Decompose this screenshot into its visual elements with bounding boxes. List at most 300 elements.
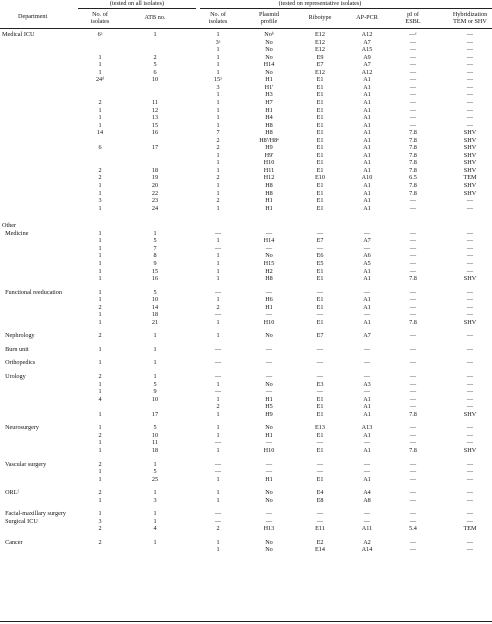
ribo-cell: E1: [316, 318, 324, 326]
hyb-cell: —: [466, 468, 474, 476]
ap-cell: A14: [361, 546, 373, 554]
atb-cell: 4: [153, 525, 157, 533]
n2-cell: 1: [216, 431, 220, 439]
n1-cell: 2: [98, 525, 102, 533]
atb-cell: 1: [153, 229, 157, 237]
ap-cell: —: [363, 460, 371, 468]
n2-cell: 1: [216, 259, 220, 267]
plasmid-cell: H1: [265, 204, 273, 212]
ribo-cell: E1: [316, 151, 324, 159]
pi-cell: —: [409, 61, 417, 69]
hyb-cell: —: [466, 510, 474, 518]
atb-cell: 16: [151, 275, 159, 283]
plasmid-cell: No: [265, 332, 273, 340]
ribo-cell: E1: [316, 159, 324, 167]
atb-cell: 5: [153, 468, 157, 476]
n1-cell: 1: [98, 267, 102, 275]
pi-cell: 7.8: [409, 318, 417, 326]
atb-cell: 18: [151, 311, 159, 319]
n1-cell: 1: [98, 121, 102, 129]
hyb-cell: —: [466, 244, 474, 252]
n2-cell: —: [214, 373, 222, 380]
atb-cell: 10: [151, 76, 159, 84]
atb-cell: 10: [151, 296, 159, 304]
ribo-cell: E1: [316, 182, 324, 189]
plasmid-cell: H15: [263, 259, 275, 267]
ap-cell: A1: [363, 267, 371, 275]
hyb-cell: SHV: [463, 151, 477, 159]
hyb-cell: SHV: [463, 144, 477, 152]
n2-cell: 2: [216, 197, 220, 205]
n2-cell: 1: [216, 182, 220, 189]
plasmid-cell: H7: [265, 98, 273, 106]
ribo-cell: E1: [316, 446, 324, 454]
pi-cell: —: [409, 106, 417, 114]
n1-cell: 1: [98, 345, 102, 353]
header-no-isolates-2b: isolates: [208, 18, 228, 25]
pi-cell: —: [409, 311, 417, 319]
n2-cell: 1: [216, 252, 220, 260]
n2-cell: 1: [216, 410, 220, 418]
pi-cell: 7.8: [409, 410, 417, 418]
ribo-cell: —: [316, 439, 324, 447]
pi-cell: —ᶜ: [409, 31, 417, 38]
pi-cell: —: [409, 244, 417, 252]
n2-cell: 2: [216, 136, 220, 144]
pi-cell: —: [409, 489, 417, 497]
ribo-cell: E11: [315, 525, 325, 533]
pi-cell: —: [409, 46, 417, 54]
n2-cell: 1: [216, 204, 220, 212]
ap-cell: A12: [361, 68, 373, 76]
n1-cell: 2: [98, 98, 102, 106]
n1-cell: 1: [98, 439, 102, 447]
atb-cell: 1: [153, 489, 157, 497]
plasmid-cell: No: [265, 496, 273, 504]
hyb-cell: SHV: [463, 159, 477, 167]
pi-cell: —: [409, 373, 417, 380]
n2-cell: 2: [216, 144, 220, 152]
hyb-cell: —: [466, 439, 474, 447]
ap-cell: A1: [363, 431, 371, 439]
ap-cell: A7: [363, 61, 371, 69]
hyb-cell: —: [466, 197, 474, 205]
dept-cell: Nephrology: [2, 332, 35, 340]
pi-cell: —: [409, 83, 417, 91]
hyb-cell: —: [466, 46, 474, 54]
plasmid-cell: No: [265, 424, 273, 432]
n2-cell: 2: [216, 525, 220, 533]
hyb-cell: —: [466, 359, 474, 367]
ap-cell: A1: [363, 121, 371, 129]
ribo-cell: E1: [316, 144, 324, 152]
n2-cell: 1: [216, 98, 220, 106]
hyb-cell: —: [466, 237, 474, 245]
atb-cell: 1: [153, 31, 157, 38]
n2-cell: —: [214, 288, 222, 296]
dept-cell: Facial-maxillary surgery: [2, 510, 66, 518]
ap-cell: —: [363, 229, 371, 237]
ap-cell: A1: [363, 395, 371, 403]
plasmid-cell: H8: [265, 129, 273, 137]
plasmid-cell: H1: [265, 395, 273, 403]
ap-cell: —: [363, 311, 371, 319]
ap-cell: A1: [363, 204, 371, 212]
ribo-cell: E7: [316, 332, 324, 340]
n1-cell: 6ᵃ: [97, 31, 103, 38]
n2-cell: 1: [216, 166, 220, 174]
pi-cell: —: [409, 288, 417, 296]
ap-cell: A1: [363, 136, 371, 144]
n2-cell: —: [214, 311, 222, 319]
n2-cell: 15ᵃ: [214, 76, 222, 84]
hyb-cell: TEM: [463, 525, 477, 533]
n1-cell: 1: [98, 496, 102, 504]
pi-cell: 7.8: [409, 151, 417, 159]
pi-cell: —: [409, 424, 417, 432]
n2-cell: 1: [216, 538, 220, 546]
ribo-cell: E1: [316, 204, 324, 212]
plasmid-cell: —: [265, 517, 273, 525]
atb-cell: 3: [153, 496, 157, 504]
ribo-cell: —: [316, 468, 324, 476]
ap-cell: A13: [361, 424, 373, 432]
hyb-cell: SHV: [463, 318, 477, 326]
hyb-cell: —: [466, 475, 474, 483]
pi-cell: 7.8: [409, 166, 417, 174]
ap-cell: A12: [361, 31, 373, 38]
ap-cell: A3: [363, 380, 371, 388]
dept-cell: Surgical ICU: [2, 517, 38, 525]
ribo-cell: E1: [316, 106, 324, 114]
atb-cell: 13: [151, 114, 159, 122]
n2-cell: 1: [216, 380, 220, 388]
pi-cell: —: [409, 68, 417, 76]
pi-cell: —: [409, 229, 417, 237]
plasmid-cell: H14: [263, 61, 275, 69]
ribo-cell: —: [316, 517, 324, 525]
header-hyb-b: TEM or SHV: [453, 18, 487, 25]
atb-cell: 5: [153, 61, 157, 69]
plasmid-cell: —: [265, 373, 273, 380]
plasmid-cell: —: [265, 311, 273, 319]
hyb-cell: —: [466, 68, 474, 76]
n2-cell: 7: [216, 129, 220, 137]
plasmid-cell: No: [265, 252, 273, 260]
ribo-cell: E1: [316, 76, 324, 84]
plasmid-cell: No: [265, 38, 273, 46]
hyb-cell: —: [466, 288, 474, 296]
hyb-cell: —: [466, 91, 474, 99]
n2-cell: —: [214, 345, 222, 353]
ribo-cell: —: [316, 229, 324, 237]
plasmid-cell: —: [265, 244, 273, 252]
n1-cell: 1: [98, 296, 102, 304]
n1-cell: 1: [98, 244, 102, 252]
hyb-cell: SHV: [463, 189, 477, 197]
atb-cell: 1: [153, 517, 157, 525]
plasmid-cell: H8: [265, 189, 273, 197]
atb-cell: 1: [153, 332, 157, 340]
n2-cell: 3: [216, 83, 220, 91]
pi-cell: —: [409, 517, 417, 525]
n2-cell: —: [214, 388, 222, 396]
hyb-cell: —: [466, 311, 474, 319]
hyb-cell: —: [466, 517, 474, 525]
header-pi-b: ESBL: [405, 18, 421, 25]
ribo-cell: E12: [315, 38, 325, 46]
n1-cell: 1: [98, 53, 102, 61]
ribo-cell: E10: [315, 174, 325, 182]
ribo-cell: E1: [316, 403, 324, 411]
dept-cell: Vascular surgery: [2, 460, 47, 468]
n1-cell: 1: [98, 359, 102, 367]
plasmid-cell: H8: [265, 275, 273, 283]
hyb-cell: —: [466, 431, 474, 439]
plasmid-cell: H8'/H8ᵉ: [259, 136, 279, 144]
atb-cell: 15: [151, 267, 159, 275]
pi-cell: 7.8: [409, 144, 417, 152]
n1-cell: 2: [98, 431, 102, 439]
plasmid-cell: No: [265, 489, 273, 497]
ribo-cell: —: [316, 460, 324, 468]
ribo-cell: E1: [316, 91, 324, 99]
header-department: Department: [18, 13, 48, 20]
plasmid-cell: H10: [263, 159, 275, 167]
ap-cell: A1: [363, 410, 371, 418]
plasmid-cell: Noᵇ: [264, 31, 274, 38]
plasmid-cell: H14: [263, 237, 275, 245]
n2-cell: 1: [216, 296, 220, 304]
hyb-cell: —: [466, 403, 474, 411]
header-plasmid-b: profile: [260, 18, 278, 25]
n2-cell: 1: [216, 318, 220, 326]
hyb-cell: SHV: [463, 136, 477, 144]
hyb-cell: —: [466, 121, 474, 129]
plasmid-cell: No: [265, 46, 273, 54]
hyb-cell: —: [466, 53, 474, 61]
hyb-cell: SHV: [463, 182, 477, 189]
pi-cell: —: [409, 114, 417, 122]
atb-cell: 19: [151, 174, 159, 182]
ribo-cell: E1: [316, 121, 324, 129]
n1-cell: 3: [98, 517, 102, 525]
ap-cell: A1: [363, 129, 371, 137]
atb-cell: 17: [151, 144, 159, 152]
plasmid-cell: H1: [265, 197, 273, 205]
hyb-cell: —: [466, 267, 474, 275]
ribo-cell: —: [316, 510, 324, 518]
hyb-cell: —: [466, 496, 474, 504]
n1-cell: 3: [98, 197, 102, 205]
ap-cell: A1: [363, 182, 371, 189]
n2-cell: 2: [216, 174, 220, 182]
hyb-cell: —: [466, 106, 474, 114]
n1-cell: 1: [98, 106, 102, 114]
ribo-cell: E1: [316, 395, 324, 403]
plasmid-cell: —: [265, 288, 273, 296]
n1-cell: 24ᵈ: [95, 76, 105, 84]
n2-cell: 1: [216, 496, 220, 504]
ap-cell: A1: [363, 98, 371, 106]
n2-cell: 1: [216, 159, 220, 167]
plasmid-cell: No: [265, 53, 273, 61]
ribo-cell: E1: [316, 296, 324, 304]
ribo-cell: —: [316, 244, 324, 252]
atb-cell: 1: [153, 359, 157, 367]
pi-cell: 7.8: [409, 129, 417, 137]
header-no-isolates-2a: No. of: [210, 11, 226, 18]
ribo-cell: E7: [316, 61, 324, 69]
n1-cell: 1: [98, 189, 102, 197]
plasmid-cell: H9: [265, 410, 273, 418]
atb-cell: 1: [153, 460, 157, 468]
atb-cell: 10: [151, 395, 159, 403]
n2-cell: 1: [216, 106, 220, 114]
n2-cell: 1: [216, 546, 220, 554]
atb-cell: 16: [151, 129, 159, 137]
pi-cell: —: [409, 296, 417, 304]
pi-cell: —: [409, 98, 417, 106]
pi-cell: —: [409, 475, 417, 483]
n2-cell: 2: [216, 403, 220, 411]
hyb-cell: —: [466, 98, 474, 106]
hyb-cell: —: [466, 395, 474, 403]
ap-cell: A1: [363, 83, 371, 91]
ap-cell: A1: [363, 151, 371, 159]
ribo-cell: E8: [316, 496, 324, 504]
pi-cell: —: [409, 38, 417, 46]
ap-cell: A1: [363, 475, 371, 483]
pi-cell: —: [409, 259, 417, 267]
pi-cell: —: [409, 395, 417, 403]
pi-cell: —: [409, 204, 417, 212]
n2-cell: 1: [216, 151, 220, 159]
n1-cell: 2: [98, 303, 102, 311]
atb-cell: 9: [153, 259, 157, 267]
ap-cell: A11: [361, 525, 373, 533]
hyb-cell: —: [466, 373, 474, 380]
ribo-cell: E2: [316, 538, 324, 546]
ap-cell: A1: [363, 446, 371, 454]
n1-cell: 14: [96, 129, 104, 137]
ap-cell: —: [363, 244, 371, 252]
ap-cell: A7: [363, 38, 371, 46]
ribo-cell: E1: [316, 431, 324, 439]
atb-cell: 5: [153, 380, 157, 388]
atb-cell: 6: [153, 68, 157, 76]
ap-cell: A1: [363, 91, 371, 99]
ap-cell: —: [363, 510, 371, 518]
n1-cell: 1: [98, 475, 102, 483]
dept-cell: Urology: [2, 373, 26, 380]
ribo-cell: —: [316, 388, 324, 396]
pi-cell: —: [409, 546, 417, 554]
hyb-cell: —: [466, 489, 474, 497]
n2-cell: 1: [216, 46, 220, 54]
ap-cell: —: [363, 439, 371, 447]
ap-cell: A1: [363, 106, 371, 114]
atb-cell: 7: [153, 244, 157, 252]
n1-cell: 1: [98, 68, 102, 76]
plasmid-cell: H1: [265, 106, 273, 114]
atb-cell: 22: [151, 189, 159, 197]
n1-cell: 1: [98, 388, 102, 396]
n2-cell: —: [214, 517, 222, 525]
hyb-cell: —: [466, 332, 474, 340]
pi-cell: —: [409, 345, 417, 353]
ap-cell: —: [363, 359, 371, 367]
ap-cell: —: [363, 373, 371, 380]
ribo-cell: E1: [316, 267, 324, 275]
ribo-cell: E1: [316, 303, 324, 311]
ap-cell: —: [363, 345, 371, 353]
pi-cell: —: [409, 359, 417, 367]
pi-cell: —: [409, 267, 417, 275]
plasmid-cell: H6: [265, 296, 273, 304]
atb-cell: 24: [151, 204, 159, 212]
dept-cell: Medical ICU: [2, 31, 35, 38]
hyb-cell: —: [466, 61, 474, 69]
pi-cell: —: [409, 197, 417, 205]
plasmid-cell: H1: [265, 475, 273, 483]
plasmid-cell: H1: [265, 76, 273, 84]
header-plasmid-a: Plasmid: [259, 11, 279, 18]
hyb-cell: —: [466, 460, 474, 468]
header-atb-no: ATB no.: [144, 14, 166, 21]
n1-cell: 2: [98, 460, 102, 468]
n1-cell: 1: [98, 182, 102, 189]
ribo-cell: E9: [316, 53, 324, 61]
n2-cell: 1: [216, 121, 220, 129]
atb-cell: 1: [153, 373, 157, 380]
ribo-cell: E1: [316, 83, 324, 91]
hyb-cell: SHV: [463, 410, 477, 418]
ap-cell: A1: [363, 144, 371, 152]
n2-cell: 1: [216, 237, 220, 245]
ribo-cell: E1: [316, 275, 324, 283]
hyb-cell: —: [466, 38, 474, 46]
n1-cell: 1: [98, 114, 102, 122]
atb-cell: 5: [153, 288, 157, 296]
plasmid-cell: H1: [265, 431, 273, 439]
atb-cell: 1: [153, 538, 157, 546]
pi-cell: —: [409, 460, 417, 468]
n1-cell: 1: [98, 446, 102, 454]
n2-cell: 1: [216, 424, 220, 432]
plasmid-cell: H5: [265, 403, 273, 411]
pi-cell: —: [409, 403, 417, 411]
ap-cell: A15: [361, 46, 373, 54]
n2-cell: 1: [216, 91, 220, 99]
n2-cell: —: [214, 439, 222, 447]
atb-cell: 18: [151, 166, 159, 174]
ap-cell: A7: [363, 332, 371, 340]
hyb-cell: —: [466, 296, 474, 304]
n2-cell: 2: [216, 303, 220, 311]
n1-cell: 4: [98, 395, 102, 403]
n2-cell: —: [214, 359, 222, 367]
ap-cell: A1: [363, 197, 371, 205]
pi-cell: —: [409, 76, 417, 84]
atb-cell: 12: [151, 106, 159, 114]
n2-cell: 1: [216, 53, 220, 61]
n1-cell: 1: [98, 237, 102, 245]
ribo-cell: E1: [316, 410, 324, 418]
ribo-cell: E7: [316, 237, 324, 245]
pi-cell: —: [409, 468, 417, 476]
atb-cell: 5: [153, 237, 157, 245]
